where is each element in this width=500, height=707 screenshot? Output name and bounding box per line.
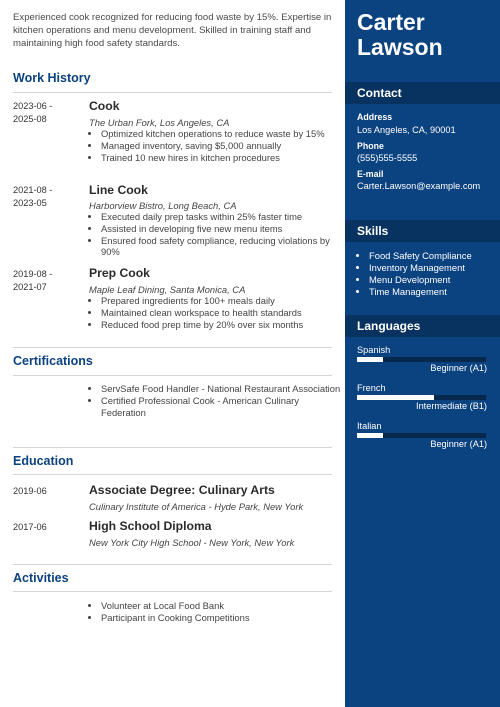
list-item: • Inventory Management <box>369 262 500 274</box>
job-title: Line Cook <box>89 183 148 197</box>
list-item: • Menu Development <box>369 274 500 286</box>
list-item: • Executed daily prep tasks within 25% faster time <box>101 211 343 223</box>
list-item: • Volunteer at Local Food Bank <box>101 600 343 612</box>
language-proficiency-bar <box>357 433 486 438</box>
certifications-list <box>89 383 343 418</box>
language-level: Intermediate (B1) <box>416 401 487 411</box>
sidebar <box>345 0 500 707</box>
list-item: • Reduced food prep time by 20% over six months <box>101 319 343 331</box>
work-history-heading: Work History <box>13 71 91 85</box>
skills-heading: Skills <box>345 220 500 242</box>
language-name: Italian <box>357 421 382 431</box>
list-item: • ServSafe Food Handler - National Restaurant Association <box>101 383 343 395</box>
list-item: • Maintained clean workspace to health standards <box>101 307 343 319</box>
education-date: 2019-06 <box>13 486 47 496</box>
divider <box>13 347 332 348</box>
list-item: • Ensured food safety compliance, reducing violations by 90% <box>101 235 343 259</box>
divider <box>13 474 332 475</box>
list-item: • Participant in Cooking Competitions <box>101 612 343 624</box>
language-name: Spanish <box>357 345 391 355</box>
divider <box>13 591 332 592</box>
job-employer: Maple Leaf Dining, Santa Monica, CA <box>89 284 246 295</box>
activities-heading: Activities <box>13 571 69 585</box>
job-title: Prep Cook <box>89 266 150 280</box>
list-item: • Optimized kitchen operations to reduce waste by 15% <box>101 128 343 140</box>
list-item: • Food Safety Compliance <box>369 250 500 262</box>
job-title: Cook <box>89 99 120 113</box>
divider <box>13 564 332 565</box>
list-item: • Prepared ingredients for 100+ meals daily <box>101 295 343 307</box>
list-item: • Certified Professional Cook - American Culinary Federation <box>101 395 343 419</box>
phone-label: Phone <box>357 141 384 151</box>
activities-list <box>89 600 343 624</box>
professional-summary: Experienced cook recognized for reducing food waste by 15%. Expertise in kitchen operations and menu development. Skilled in training staff and maintaining high food safety standards. <box>13 12 332 49</box>
list-item: • Trained 10 new hires in kitchen procedures <box>101 152 343 164</box>
school-name: Culinary Institute of America - Hyde Park, New York <box>89 501 304 512</box>
languages-heading: Languages <box>345 315 500 337</box>
list-item: • Assisted in developing five new menu items <box>101 223 343 235</box>
education-date: 2017-06 <box>13 522 47 532</box>
candidate-name: Carter Lawson <box>357 9 443 60</box>
education-heading: Education <box>13 454 74 468</box>
degree-title: High School Diploma <box>89 519 212 533</box>
school-name: New York City High School - New York, New York <box>89 537 295 548</box>
job-bullets <box>89 295 343 330</box>
language-name: French <box>357 383 386 393</box>
divider <box>13 447 332 448</box>
job-employer: Harborview Bistro, Long Beach, CA <box>89 200 237 211</box>
divider <box>13 92 332 93</box>
address-label: Address <box>357 112 393 122</box>
job-employer: The Urban Fork, Los Angeles, CA <box>89 117 230 128</box>
certifications-heading: Certifications <box>13 354 93 368</box>
language-proficiency-fill <box>357 357 383 362</box>
skills-list <box>357 250 500 298</box>
phone-value: (555)555-5555 <box>357 153 418 163</box>
job-bullets <box>89 211 343 258</box>
degree-title: Associate Degree: Culinary Arts <box>89 483 275 497</box>
language-proficiency-fill <box>357 433 383 438</box>
language-level: Beginner (A1) <box>430 439 487 449</box>
job-dates: 2019-08 - 2021-07 <box>13 269 53 292</box>
email-label: E-mail <box>357 169 384 179</box>
job-bullets <box>89 128 343 163</box>
address-value: Los Angeles, CA, 90001 <box>357 125 456 135</box>
language-proficiency-bar <box>357 395 486 400</box>
divider <box>13 375 332 376</box>
email-value: Carter.Lawson@example.com <box>357 181 481 191</box>
job-dates: 2023-06 - 2025-08 <box>13 101 53 124</box>
list-item: • Managed inventory, saving $5,000 annually <box>101 140 343 152</box>
contact-heading: Contact <box>345 82 500 104</box>
job-dates: 2021-08 - 2023-05 <box>13 185 53 208</box>
language-proficiency-fill <box>357 395 434 400</box>
list-item: • Time Management <box>369 286 500 298</box>
language-level: Beginner (A1) <box>430 363 487 373</box>
language-proficiency-bar <box>357 357 486 362</box>
